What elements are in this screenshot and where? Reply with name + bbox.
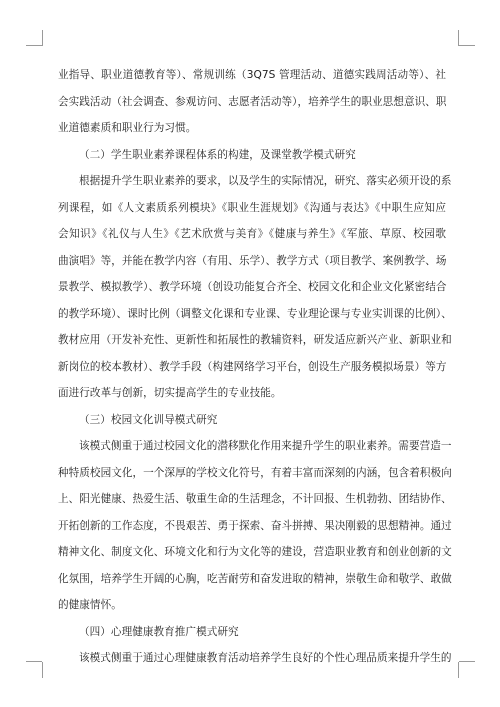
text-line: 业指导、职业道德教育等）、常规训练（3Q7S 管理活动、道德实践周活动等）、社 — [58, 69, 446, 81]
text-line: 开拓创新的工作态度，不畏艰苦、勇于探索、奋斗拼搏、果决刚毅的思想精神。通过 — [58, 519, 452, 532]
crop-mark-top-right-vertical — [458, 30, 459, 46]
crop-mark-bottom-right-vertical — [458, 662, 459, 678]
crop-mark-bottom-left-horizontal — [26, 661, 42, 662]
text-line: （三）校园文化训导模式研究 — [79, 413, 218, 426]
text-line: 教材应用（开发补充性、更新性和拓展性的教辅资料，研发适应新兴产业、新职业和 — [58, 334, 452, 346]
text-line: 列课程，如《人文素质系列模块》《职业生涯规划》《沟通与表达》《中职生应知应 — [58, 201, 446, 214]
text-line: 的教学环境）、课时比例（调整文化课和专业课、专业理论课与专业实训课的比例）、 — [58, 307, 452, 320]
text-line: 新岗位的校本教材）、教学手段（构建网络学习平台，创设生产服务模拟场景）等方 — [58, 360, 447, 373]
crop-mark-bottom-left-vertical — [42, 662, 43, 678]
text-line: 曲演唱》等，并能在教学内容（有用、乐学）、教学方式（项目教学、案例教学、场 — [58, 254, 447, 267]
text-line: （四）心理健康教育推广模式研究 — [79, 625, 239, 638]
text-line: 化氛围，培养学生开阔的心胸，吃苦耐劳和奋发进取的精神，崇敬生命和敬学、敢做 — [58, 572, 452, 585]
text-line: 景教学、模拟教学）、教学环境（创设功能复合齐全、校园文化和企业文化紧密结合 — [58, 281, 447, 293]
text-line: 上、阳光健康、热爱生活、敬重生命的生活理念，不计回报、生机勃勃、团结协作、 — [58, 493, 452, 505]
text-line: （二）学生职业素养课程体系的构建，及课堂教学模式研究 — [79, 148, 356, 161]
text-line: 业道德素质和职业行为习惯。 — [58, 122, 197, 134]
text-line: 该模式侧重于通过校园文化的潜移默化作用来提升学生的职业素养。需要营造一 — [79, 440, 452, 452]
text-line: 种特质校园文化，一个深厚的学校文化符号，有着丰富而深刻的内涵，包含着积极向 — [58, 466, 452, 479]
document-body — [58, 62, 452, 672]
crop-mark-top-right-horizontal — [459, 45, 475, 46]
text-line: 会实践活动（社会调查、参观访问、志愿者活动等），培养学生的职业思想意识、职 — [58, 95, 447, 108]
text-line: 的健康情怀。 — [58, 599, 122, 611]
crop-mark-top-left-horizontal — [26, 45, 42, 46]
text-line: 精神文化、制度文化、环境文化和行为文化等的建设，营造职业教育和创业创新的文 — [58, 546, 452, 558]
text-line: 该模式侧重于通过心理健康教育活动培养学生良好的个性心理品质来提升学生的 — [79, 652, 452, 664]
crop-mark-top-left-vertical — [42, 30, 43, 46]
text-line: 面进行改革与创新，切实提高学生的专业技能。 — [58, 387, 282, 399]
crop-mark-bottom-right-horizontal — [459, 661, 475, 662]
text-line: 根据提升学生职业素养的要求，以及学生的实际情况，研究、落实必须开设的系 — [79, 175, 452, 187]
text-line: 会知识》《礼仪与人生》《艺术欣赏与美育》《健康与养生》《军旅、草原、校园歌 — [58, 228, 446, 240]
